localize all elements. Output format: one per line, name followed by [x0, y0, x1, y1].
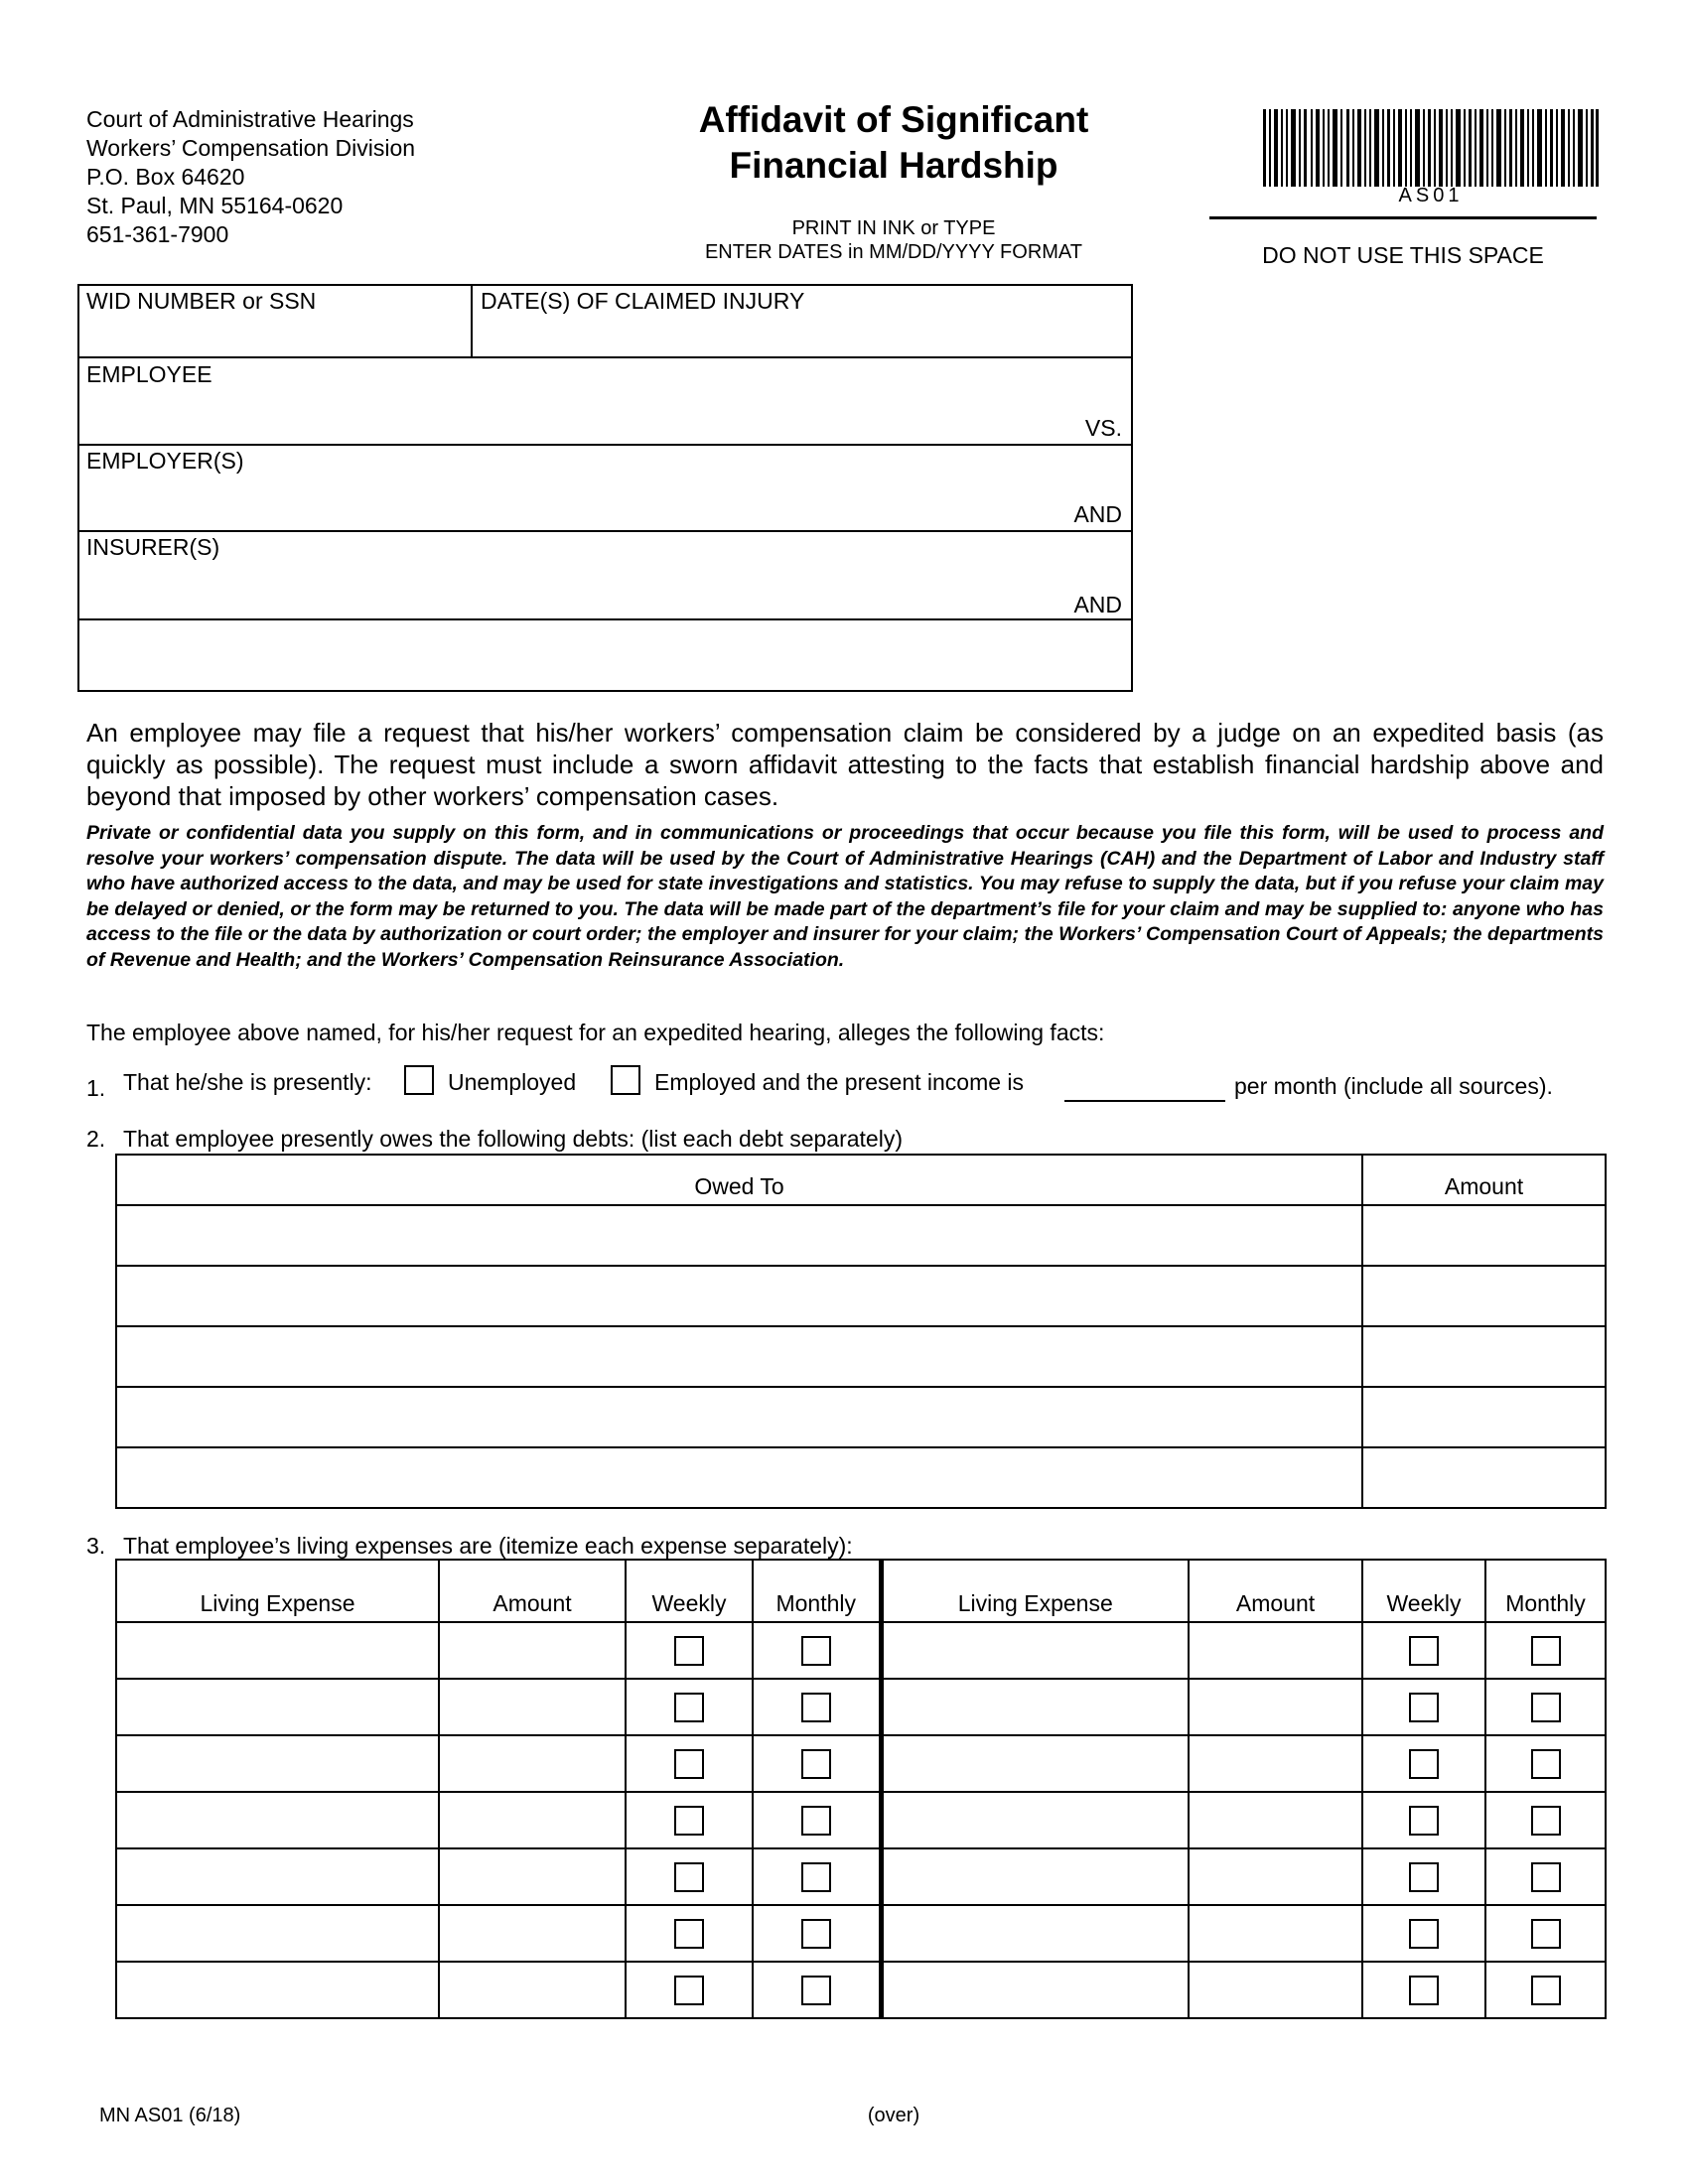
- monthly-checkbox[interactable]: [801, 1976, 831, 2005]
- weekly-checkbox[interactable]: [674, 1806, 704, 1836]
- weekly-checkbox[interactable]: [1409, 1806, 1439, 1836]
- and-label: AND: [1073, 501, 1122, 527]
- living-expenses-label: That employee’s living expenses are (itemize each expense separately):: [123, 1533, 853, 1559]
- monthly-cell: [1485, 1905, 1606, 1962]
- weekly-header: Weekly: [1362, 1560, 1485, 1622]
- barcode-label: AS01: [1398, 185, 1464, 206]
- table-row: [116, 1848, 1606, 1905]
- amount-cell[interactable]: [1189, 1848, 1362, 1905]
- weekly-cell: [1362, 1792, 1485, 1848]
- amount-cell[interactable]: [439, 1622, 626, 1679]
- form-id: MN AS01 (6/18): [99, 2105, 241, 2126]
- instruction-line-2: ENTER DATES in MM/DD/YYYY FORMAT: [704, 241, 1083, 263]
- table-row: [116, 1387, 1606, 1447]
- monthly-cell: [1485, 1622, 1606, 1679]
- owed-to-header: Owed To: [116, 1155, 1362, 1205]
- table-row: [116, 1962, 1606, 2018]
- unemployed-checkbox[interactable]: [404, 1065, 434, 1095]
- monthly-checkbox[interactable]: [1531, 1749, 1561, 1779]
- expense-cell[interactable]: [881, 1735, 1189, 1792]
- amount-cell[interactable]: [1189, 1792, 1362, 1848]
- weekly-header: Weekly: [626, 1560, 753, 1622]
- amount-cell[interactable]: [1362, 1326, 1606, 1387]
- weekly-cell: [626, 1622, 753, 1679]
- caption-divider: [77, 356, 1133, 358]
- expense-cell[interactable]: [881, 1962, 1189, 2018]
- amount-header: Amount: [1189, 1560, 1362, 1622]
- expense-cell[interactable]: [116, 1848, 439, 1905]
- monthly-cell: [1485, 1792, 1606, 1848]
- weekly-cell: [1362, 1962, 1485, 2018]
- address-line: Workers’ Compensation Division: [86, 135, 416, 161]
- amount-header: Amount: [439, 1560, 626, 1622]
- weekly-cell: [1362, 1905, 1485, 1962]
- title-line-2: Financial Hardship: [729, 145, 1058, 186]
- monthly-header: Monthly: [1485, 1560, 1606, 1622]
- weekly-cell: [626, 1679, 753, 1735]
- weekly-checkbox[interactable]: [674, 1749, 704, 1779]
- weekly-checkbox[interactable]: [1409, 1862, 1439, 1892]
- amount-cell[interactable]: [1362, 1266, 1606, 1326]
- weekly-cell: [626, 1905, 753, 1962]
- caption-divider-vertical: [471, 284, 473, 357]
- weekly-cell: [1362, 1679, 1485, 1735]
- monthly-checkbox[interactable]: [801, 1693, 831, 1722]
- monthly-cell: [753, 1735, 881, 1792]
- caption-divider: [77, 444, 1133, 446]
- weekly-cell: [626, 1962, 753, 2018]
- address-line: 651-361-7900: [86, 221, 229, 247]
- court-address: [86, 105, 415, 249]
- title-line-1: Affidavit of Significant: [698, 99, 1089, 140]
- amount-cell[interactable]: [1362, 1387, 1606, 1447]
- weekly-cell: [1362, 1622, 1485, 1679]
- debts-table: [115, 1154, 1607, 1509]
- vs-label: VS.: [1084, 415, 1122, 441]
- instruction-line-1: PRINT IN INK or TYPE: [791, 217, 996, 239]
- amount-cell[interactable]: [1362, 1205, 1606, 1266]
- monthly-cell: [1485, 1679, 1606, 1735]
- allegation-text: The employee above named, for his/her request for an expedited hearing, alleges the following facts:: [86, 1020, 1105, 1045]
- amount-cell[interactable]: [1189, 1962, 1362, 2018]
- form-title: [635, 97, 1152, 189]
- amount-cell[interactable]: [439, 1905, 626, 1962]
- amount-cell[interactable]: [439, 1679, 626, 1735]
- weekly-checkbox[interactable]: [674, 1976, 704, 2005]
- amount-cell[interactable]: [439, 1962, 626, 2018]
- weekly-cell: [626, 1848, 753, 1905]
- amount-cell[interactable]: [439, 1735, 626, 1792]
- employee-field[interactable]: EMPLOYEE: [86, 361, 212, 387]
- owed-to-cell[interactable]: [116, 1326, 1362, 1387]
- caption-divider: [77, 530, 1133, 532]
- living-expense-header: Living Expense: [881, 1560, 1189, 1622]
- employer-field[interactable]: EMPLOYER(S): [86, 448, 244, 474]
- amount-cell[interactable]: [1189, 1905, 1362, 1962]
- table-row: [116, 1735, 1606, 1792]
- table-row: [116, 1326, 1606, 1387]
- item-number: 2.: [86, 1126, 106, 1152]
- monthly-checkbox[interactable]: [1531, 1693, 1561, 1722]
- monthly-cell: [1485, 1962, 1606, 2018]
- table-row: [116, 1622, 1606, 1679]
- additional-party-field[interactable]: [81, 623, 1129, 689]
- expense-cell[interactable]: [881, 1792, 1189, 1848]
- expense-cell[interactable]: [116, 1905, 439, 1962]
- weekly-cell: [626, 1792, 753, 1848]
- table-row: [116, 1792, 1606, 1848]
- address-line: P.O. Box 64620: [86, 164, 245, 190]
- weekly-cell: [626, 1735, 753, 1792]
- employed-checkbox[interactable]: [611, 1065, 640, 1095]
- owed-to-cell[interactable]: [116, 1205, 1362, 1266]
- weekly-checkbox[interactable]: [674, 1919, 704, 1949]
- address-line: Court of Administrative Hearings: [86, 106, 414, 132]
- weekly-cell: [1362, 1735, 1485, 1792]
- expense-cell[interactable]: [116, 1792, 439, 1848]
- income-suffix: per month (include all sources).: [1234, 1073, 1553, 1099]
- weekly-checkbox[interactable]: [1409, 1976, 1439, 2005]
- monthly-checkbox[interactable]: [801, 1749, 831, 1779]
- weekly-checkbox[interactable]: [674, 1693, 704, 1722]
- living-expenses-table: [115, 1559, 1607, 2019]
- monthly-checkbox[interactable]: [1531, 1862, 1561, 1892]
- amount-cell[interactable]: [439, 1848, 626, 1905]
- amount-cell[interactable]: [1189, 1622, 1362, 1679]
- table-row: [116, 1447, 1606, 1508]
- expense-cell[interactable]: [881, 1622, 1189, 1679]
- monthly-checkbox[interactable]: [801, 1919, 831, 1949]
- debts-label: That employee presently owes the following debts: (list each debt separately): [123, 1126, 903, 1152]
- expense-cell[interactable]: [881, 1905, 1189, 1962]
- wid-field[interactable]: WID NUMBER or SSN: [86, 288, 317, 314]
- monthly-cell: [753, 1905, 881, 1962]
- owed-to-cell[interactable]: [116, 1266, 1362, 1326]
- amount-header: Amount: [1362, 1155, 1606, 1205]
- monthly-checkbox[interactable]: [1531, 1976, 1561, 2005]
- amount-cell[interactable]: [439, 1792, 626, 1848]
- monthly-cell: [753, 1962, 881, 2018]
- expense-cell[interactable]: [116, 1962, 439, 2018]
- monthly-checkbox[interactable]: [1531, 1919, 1561, 1949]
- monthly-checkbox[interactable]: [801, 1806, 831, 1836]
- insurer-field[interactable]: INSURER(S): [86, 534, 220, 560]
- weekly-checkbox[interactable]: [674, 1636, 704, 1666]
- address-line: St. Paul, MN 55164-0620: [86, 193, 344, 218]
- form-instructions: [635, 216, 1152, 264]
- income-input[interactable]: [1064, 1100, 1225, 1102]
- weekly-checkbox[interactable]: [1409, 1919, 1439, 1949]
- monthly-cell: [1485, 1735, 1606, 1792]
- expense-cell[interactable]: [881, 1679, 1189, 1735]
- item-number: 3.: [86, 1533, 106, 1559]
- caption-divider: [77, 618, 1133, 620]
- living-expense-header: Living Expense: [116, 1560, 439, 1622]
- owed-to-cell[interactable]: [116, 1387, 1362, 1447]
- injury-date-field[interactable]: DATE(S) OF CLAIMED INJURY: [481, 288, 805, 314]
- table-row: [116, 1266, 1606, 1326]
- amount-cell[interactable]: [1189, 1679, 1362, 1735]
- table-header-row: [116, 1155, 1606, 1205]
- employment-status-label: That he/she is presently:: [123, 1069, 372, 1095]
- owed-to-cell[interactable]: [116, 1447, 1362, 1508]
- intro-paragraph: An employee may file a request that his/her workers’ compensation claim be considered by a judge on an expedited basis (as quickly as possible). The request must include a sworn affidavit attesting to the facts that establish financial hardship above and beyond that imposed by other workers’ compensation cases.: [86, 718, 1604, 811]
- expense-cell[interactable]: [116, 1679, 439, 1735]
- item-number: 1.: [86, 1075, 106, 1101]
- monthly-checkbox[interactable]: [801, 1636, 831, 1666]
- monthly-cell: [753, 1792, 881, 1848]
- amount-cell[interactable]: [1362, 1447, 1606, 1508]
- barcode-divider: [1209, 216, 1597, 219]
- table-row: [116, 1205, 1606, 1266]
- table-row: [116, 1679, 1606, 1735]
- table-row: [116, 1905, 1606, 1962]
- and-label: AND: [1073, 592, 1122, 617]
- barcode-image: [1263, 109, 1599, 187]
- monthly-header: Monthly: [753, 1560, 881, 1622]
- amount-cell[interactable]: [1189, 1735, 1362, 1792]
- monthly-cell: [753, 1679, 881, 1735]
- weekly-checkbox[interactable]: [1409, 1636, 1439, 1666]
- monthly-checkbox[interactable]: [1531, 1636, 1561, 1666]
- expense-cell[interactable]: [116, 1622, 439, 1679]
- expense-cell[interactable]: [116, 1735, 439, 1792]
- do-not-use-label: DO NOT USE THIS SPACE: [1262, 242, 1544, 268]
- unemployed-label: Unemployed: [448, 1069, 577, 1095]
- monthly-cell: [1485, 1848, 1606, 1905]
- over-label: (over): [867, 2105, 920, 2126]
- monthly-checkbox[interactable]: [1531, 1806, 1561, 1836]
- weekly-checkbox[interactable]: [1409, 1749, 1439, 1779]
- expense-cell[interactable]: [881, 1848, 1189, 1905]
- weekly-cell: [1362, 1848, 1485, 1905]
- table-header-row: [116, 1560, 1606, 1622]
- privacy-notice: Private or confidential data you supply on this form, and in communications or proceedings that occur because you file this form, will be used to process and resolve your workers’ compensation dispute. The data will be used by the Court of Administrative Hearings (CAH) and the Department of Labor and Industry staff who have authorized access to the data, and may be used for state investigations and statistics. You may refuse to supply the data, but if you refuse your claim may be delayed or denied, or the form may be returned to you. The data will be made part of the department’s file for your claim and may be supplied to: anyone who has access to the file or the data by authorization or court order; the employer and insurer for your claim; the Workers’ Compensation Court of Appeals; the departments of Revenue and Health; and the Workers’ Compensation Reinsurance Association.: [86, 822, 1604, 971]
- monthly-cell: [753, 1848, 881, 1905]
- monthly-checkbox[interactable]: [801, 1862, 831, 1892]
- employed-label: Employed and the present income is: [654, 1069, 1025, 1095]
- weekly-checkbox[interactable]: [1409, 1693, 1439, 1722]
- weekly-checkbox[interactable]: [674, 1862, 704, 1892]
- monthly-cell: [753, 1622, 881, 1679]
